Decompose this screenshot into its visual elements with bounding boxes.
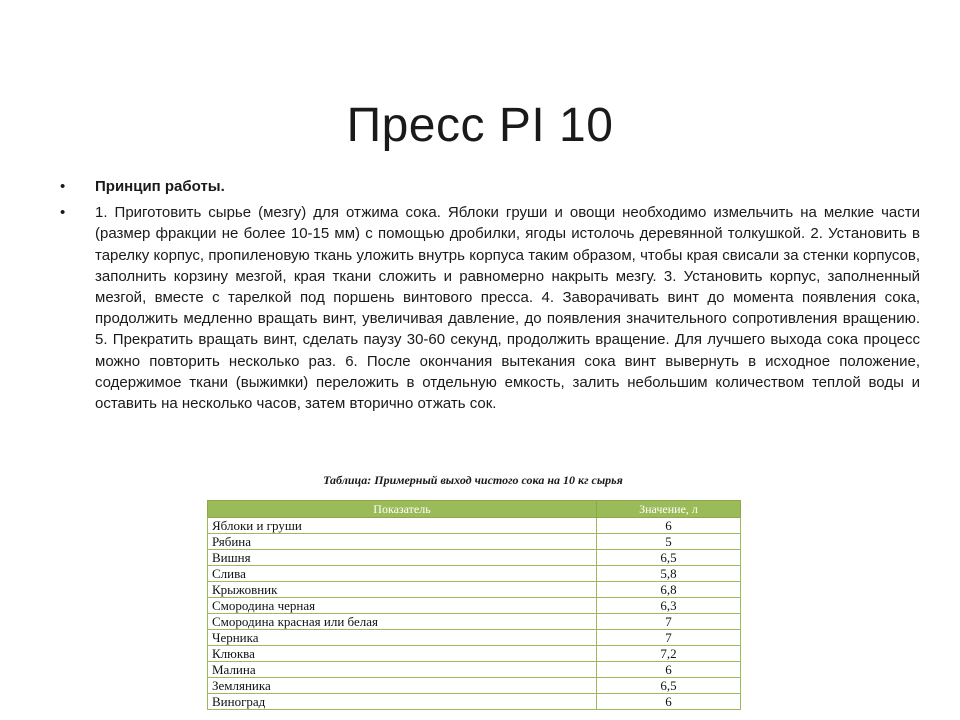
table-row — [208, 662, 741, 678]
table-cell-indicator: Рябина — [208, 534, 597, 550]
table-cell-value: 7 — [597, 630, 741, 646]
table-body — [208, 518, 741, 710]
juice-yield-table — [207, 500, 741, 710]
bullet-list — [60, 176, 920, 419]
table-cell-indicator: Смородина красная или белая — [208, 614, 597, 630]
bullet-item — [60, 176, 920, 197]
table-cell-value: 6 — [597, 694, 741, 710]
table-cell-indicator: Смородина черная — [208, 598, 597, 614]
table-cell-indicator: Крыжовник — [208, 582, 597, 598]
table-row — [208, 614, 741, 630]
table-cell-value: 6,8 — [597, 582, 741, 598]
slide-title: Пресс PI 10 — [346, 99, 614, 153]
table-row — [208, 518, 741, 534]
table-row — [208, 550, 741, 566]
column-header-value: Значение, л — [597, 501, 741, 518]
table-row — [208, 534, 741, 550]
bullet-marker: • — [60, 178, 66, 195]
table-row — [208, 630, 741, 646]
table-row — [208, 646, 741, 662]
table-cell-indicator: Яблоки и груши — [208, 518, 597, 534]
table-cell-value: 6 — [597, 662, 741, 678]
table-cell-value: 6,3 — [597, 598, 741, 614]
table-cell-indicator: Клюква — [208, 646, 597, 662]
table-header-row — [208, 501, 741, 518]
table-row — [208, 694, 741, 710]
bullet-marker: • — [60, 204, 66, 222]
bullet-item — [60, 202, 920, 414]
table-cell-value: 6 — [597, 518, 741, 534]
table-cell-value: 7,2 — [597, 646, 741, 662]
table-row — [208, 678, 741, 694]
table-cell-value: 5 — [597, 534, 741, 550]
table-row — [208, 582, 741, 598]
section-heading: Принцип работы. — [95, 178, 225, 195]
column-header-indicator: Показатель — [208, 501, 597, 518]
table-cell-value: 6,5 — [597, 678, 741, 694]
table-row — [208, 566, 741, 582]
table-cell-value: 5,8 — [597, 566, 741, 582]
table-cell-value: 6,5 — [597, 550, 741, 566]
table-row — [208, 598, 741, 614]
table-cell-indicator: Виноград — [208, 694, 597, 710]
table-cell-indicator: Вишня — [208, 550, 597, 566]
table-cell-indicator: Слива — [208, 566, 597, 582]
table-cell-indicator: Малина — [208, 662, 597, 678]
table-caption: Таблица: Примерный выход чистого сока на 10 кг сырья — [323, 473, 623, 487]
table-cell-value: 7 — [597, 614, 741, 630]
instructions-text: 1. Приготовить сырье (мезгу) для отжима сока. Яблоки груши и овощи необходимо измельчить на мелкие части (размер фракции не более 10-15 мм) с помощью дробилки, ягоды истолочь деревянной толкушкой. 2. Установить в тарелку корпус, пропиленовую ткань уложить внутрь корпуса таким образом, чтобы края свисали за стенки корпусов, заполнить корзину мезгой, края ткани сложить и равномерно накрыть мезгу. 3. Установить корпус, заполненный мезгой, вместе с тарелкой под поршень винтового пресса. 4. Заворачивать винт до момента появления сока, продолжить медленно вращать винт, увеличивая давление, до появления значительного сопротивления вращению. 5. Прекратить вращать винт, сделать паузу 30-60 секунд, продолжить вращение. Для лучшего выхода сока процесс можно повторить несколько раз. 6. После окончания вытекания сока винт вывернуть в исходное положение, содержимое ткани (выжимки) переложить в отдельную емкость, залить небольшим количеством теплой воды и оставить на несколько часов, затем вторично отжать сок. — [95, 204, 920, 413]
table-cell-indicator: Черника — [208, 630, 597, 646]
table-cell-indicator: Земляника — [208, 678, 597, 694]
